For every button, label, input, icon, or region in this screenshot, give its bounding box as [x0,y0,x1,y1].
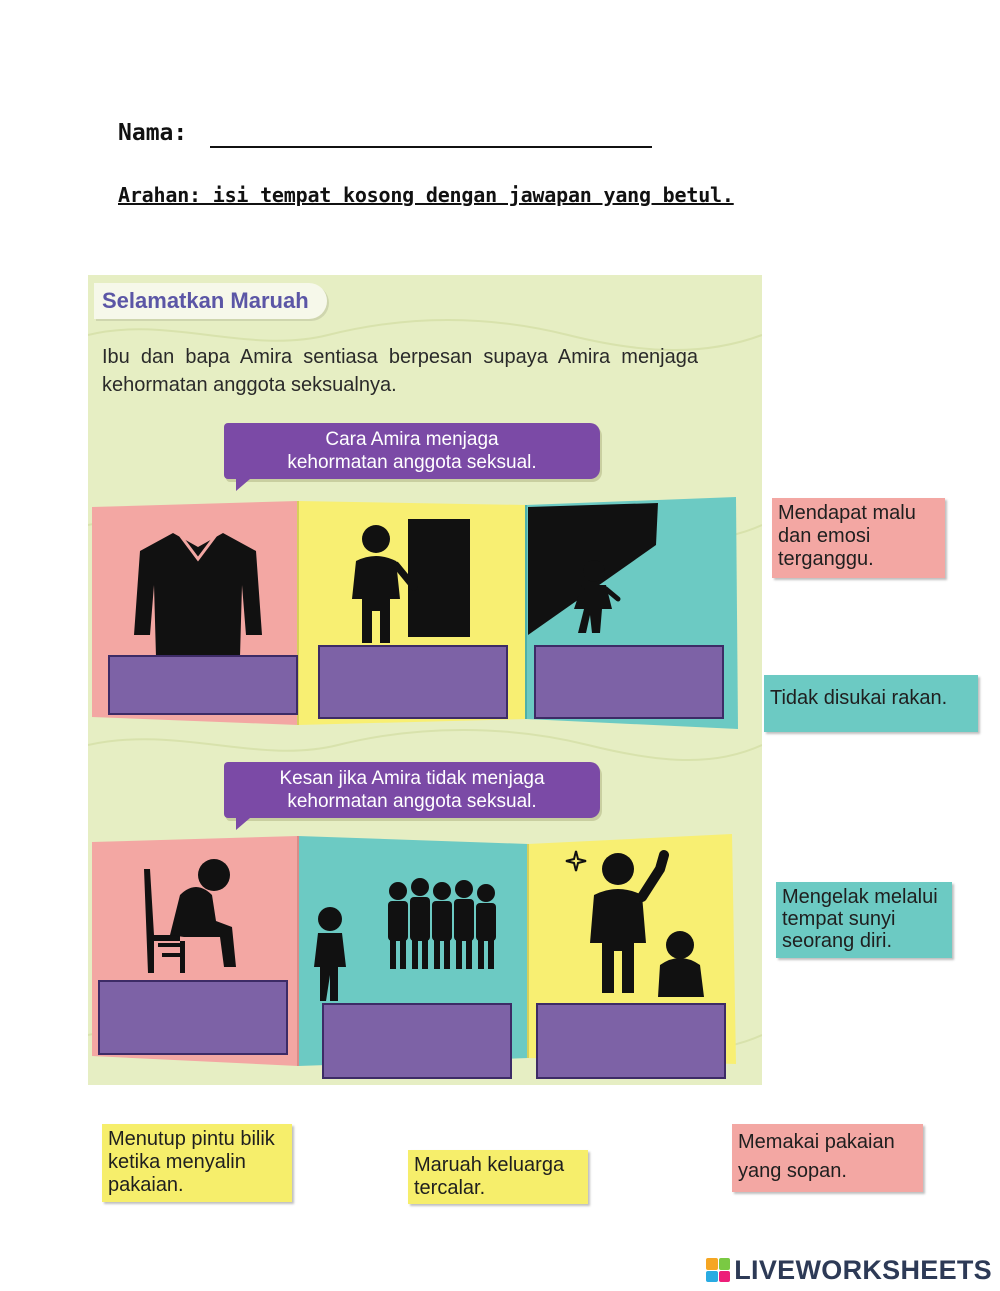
name-blank-line[interactable] [210,146,652,148]
brand-name: LIVEWORKSHEETS [734,1254,992,1285]
answer-chip-menutup-pintu[interactable]: Menutup pintu bilik ketika menyalin pakaian. [102,1124,292,1202]
answer-chip-mengelak[interactable]: Mengelak melalui tempat sunyi seorang diri. [776,882,952,958]
panel-title-tag [94,283,327,319]
answer-box-1[interactable] [108,655,298,715]
banner-effects [224,762,600,818]
banner-effects-line2: kehormatan anggota seksual. [287,791,537,812]
answer-chip-pakaian-sopan[interactable]: Memakai pakaian yang sopan. [732,1124,923,1192]
sad-sitting-icon [140,855,260,975]
answer-box-5[interactable] [322,1003,512,1079]
dark-alley-girl-icon [526,501,661,641]
liveworksheets-logo [706,1253,992,1287]
banner-ways [224,423,600,479]
activity-panel [88,275,762,1085]
intro-text: Ibu dan bapa Amira sentiasa berpesan supaya Amira menjaga kehormatan anggota seksualnya. [102,346,698,396]
name-label: Nama: [118,120,188,146]
shirt-icon [128,525,268,657]
excluded-girl-icon [310,875,520,1005]
answer-box-3[interactable] [534,645,724,719]
answer-chip-maruah-keluarga[interactable]: Maruah keluarga tercalar. [408,1150,588,1204]
panel-title: Selamatkan Maruah [102,288,309,313]
angry-parent-icon [562,847,712,997]
answer-box-4[interactable] [98,980,288,1055]
banner-effects-line1: Kesan jika Amira tidak menjaga [279,768,545,789]
answer-chip-tidak-disukai[interactable]: Tidak disukai rakan. [764,675,978,732]
door-girl-icon [350,515,480,645]
liveworksheets-logo-icon [706,1258,730,1282]
banner-ways-line1: Cara Amira menjaga [325,429,499,450]
answer-box-6[interactable] [536,1003,726,1079]
instruction-text: Arahan: isi tempat kosong dengan jawapan yang betul. [118,183,734,207]
answer-chip-malu[interactable]: Mendapat malu dan emosi terganggu. [772,498,945,578]
answer-box-2[interactable] [318,645,508,719]
banner-ways-line2: kehormatan anggota seksual. [287,452,537,473]
